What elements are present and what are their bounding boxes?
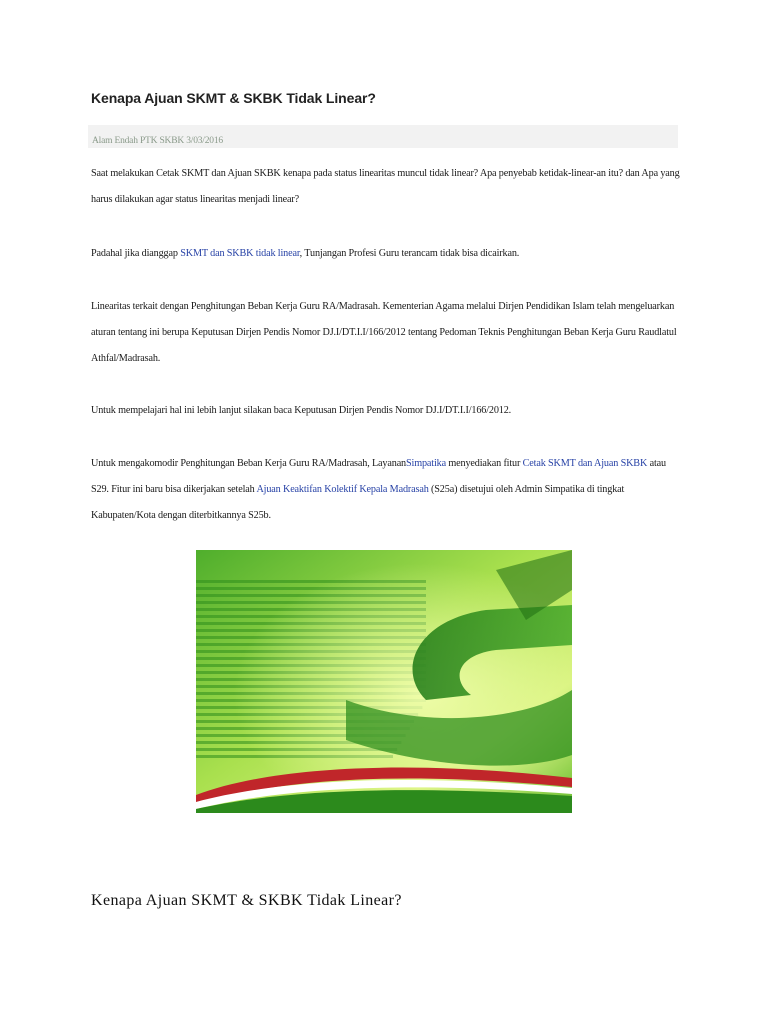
paragraph-text: menyediakan fitur xyxy=(445,458,523,469)
banner-graphic xyxy=(196,550,572,813)
simpatika-banner-image xyxy=(196,550,572,813)
paragraph-linearity: Linearitas terkait dengan Penghitungan Beban Kerja Guru RA/Madrasah. Kementerian Agama melalui Dirjen Pendidikan Islam telah mengeluarkan aturan tentang ini berupa Keputusan Dirjen Pendis Nomor DJ.I/DT.I.I/166/2012 tentang Pedoman Teknis Penghitungan Beban Kerja Guru Raudlatul Athfal/Madrasah. xyxy=(91,301,677,364)
paragraph-text: , Tunjangan Profesi Guru terancam tidak bisa dicairkan. xyxy=(299,248,520,259)
paragraph-simpatika xyxy=(91,451,681,529)
link-cetak-skmt-ajuan-skbk[interactable]: Cetak SKMT dan Ajuan SKBK xyxy=(522,458,648,469)
paragraph-further-reading: Untuk mempelajari hal ini lebih lanjut silakan baca Keputusan Dirjen Pendis Nomor DJ.I/DT.I.I/166/2012. xyxy=(91,405,512,416)
post-author[interactable]: Alam Endah xyxy=(92,136,138,146)
link-ajuan-keaktifan-kolektif[interactable]: Ajuan Keaktifan Kolektif Kepala Madrasah xyxy=(256,484,429,495)
post-date: 3/03/2016 xyxy=(186,136,223,146)
link-skmt-skbk-not-linear[interactable]: SKMT dan SKBK tidak linear xyxy=(180,248,300,259)
link-simpatika[interactable]: Simpatika xyxy=(406,458,446,469)
post-meta xyxy=(92,136,223,146)
paragraph-text: Untuk mengakomodir Penghitungan Beban Kerja Guru RA/Madrasah, Layanan xyxy=(91,458,407,469)
paragraph-text: (S25a) disetujui oleh Admin Simpatika di tingkat Kabupaten/Kota dengan diterbitkannya S25b. xyxy=(91,484,625,521)
paragraph-allowance xyxy=(91,241,681,267)
paragraph-intro: Saat melakukan Cetak SKMT dan Ajuan SKBK kenapa pada status linearitas muncul tidak linear? Apa penyebab ketidak-linear-an itu? dan Apa yang harus dilakukan agar status linearitas menjadi linear? xyxy=(91,168,680,205)
post-meta-bar xyxy=(88,125,678,148)
article-title: Kenapa Ajuan SKMT & SKBK Tidak Linear? xyxy=(91,90,376,106)
paragraph-text: Padahal jika dianggap xyxy=(91,248,181,259)
paragraph-text: atau S29. Fitur ini baru bisa dikerjakan setelah xyxy=(91,458,666,495)
post-category[interactable]: PTK SKBK xyxy=(139,136,185,146)
article-title-repeat: Kenapa Ajuan SKMT & SKBK Tidak Linear? xyxy=(91,892,402,909)
